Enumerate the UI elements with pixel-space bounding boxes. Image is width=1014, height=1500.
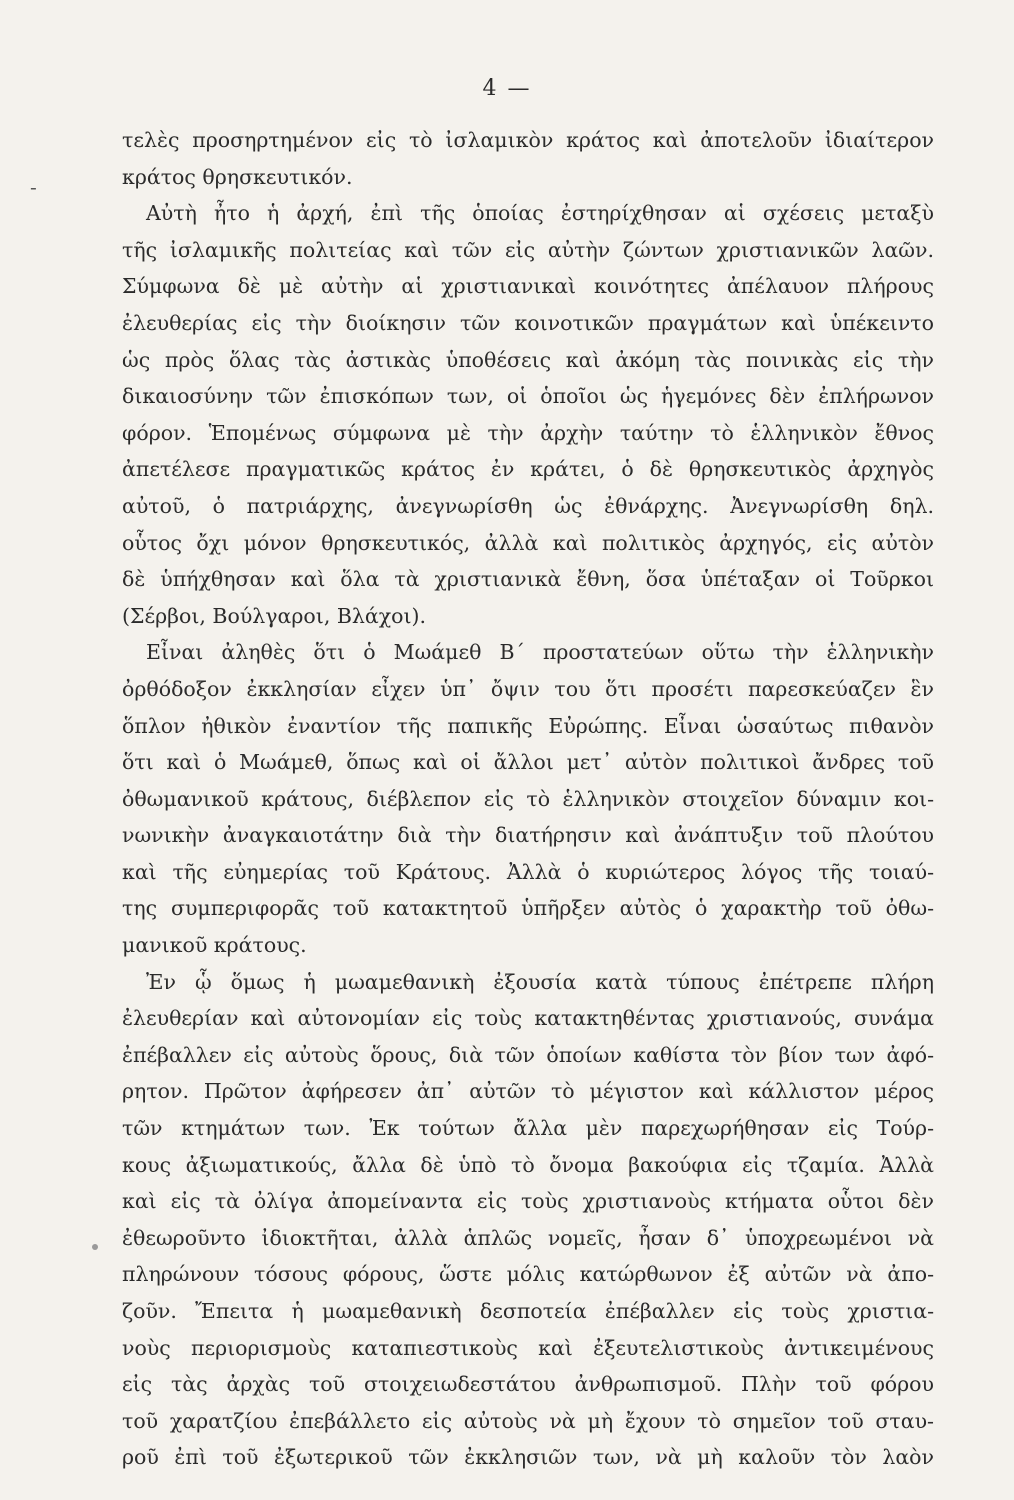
text-line: ὅπλον ἠθικὸν ἐναντίον τῆς παπικῆς Εὐρώπης. Εἶναι ὡσαύτως πιθανὸν (122, 713, 934, 738)
text-line: ἀπετέλεσε πραγματικῶς κράτος ἐν κράτει, ὁ δὲ θρησκευτικὸς ἀρχηγὸς (122, 457, 934, 482)
text-line: τοῦ χαρατζίου ἐπεβάλλετο εἰς αὐτοὺς νὰ μὴ ἔχουν τὸ σημεῖον τοῦ σταυ- (122, 1408, 934, 1433)
body-text (122, 122, 934, 1476)
text-line: κους ἀξιωματικούς, ἄλλα δὲ ὑπὸ τὸ ὄνομα βακούφια εἰς τζαμία. Ἀλλὰ (122, 1152, 934, 1177)
text-line: αὐτοῦ, ὁ πατριάρχης, ἀνεγνωρίσθη ὡς ἐθνάρχης. Ἀνεγνωρίσθη δηλ. (122, 493, 934, 518)
text-line: δικαιοσύνην τῶν ἐπισκόπων των, οἱ ὁποῖοι ὡς ἡγεμόνες δὲν ἐπλήρωνον (122, 384, 934, 409)
text-line: εἰς τὰς ἀρχὰς τοῦ στοιχειωδεστάτου ἀνθρωπισμοῦ. Πλὴν τοῦ φόρου (122, 1372, 934, 1397)
text-line: ὀρθόδοξον ἐκκλησίαν εἶχεν ὑπ᾿ ὄψιν του ὅτι προσέτι παρεσκεύαζεν ἓν (122, 676, 934, 701)
text-line: νοὺς περιορισμοὺς καταπιεστικοὺς καὶ ἐξευτελιστικοὺς ἀντικειμένους (122, 1335, 934, 1360)
text-line: καὶ εἰς τὰ ὀλίγα ἀπομείναντα εἰς τοὺς χριστιανοὺς κτήματα οὗτοι δὲν (122, 1189, 934, 1214)
text-line: μανικοῦ κράτους. (122, 933, 307, 958)
text-line: κράτος θρησκευτικόν. (122, 164, 353, 189)
text-line: Αὐτὴ ἦτο ἡ ἀρχή, ἐπὶ τῆς ὁποίας ἐστηρίχθησαν αἱ σχέσεις μεταξὺ (146, 201, 934, 226)
text-line: ἐπέβαλλεν εἰς αὐτοὺς ὅρους, διὰ τῶν ὁποίων καθίστα τὸν βίον των ἀφό- (122, 1042, 934, 1067)
text-line: ὅτι καὶ ὁ Μωάμεθ, ὅπως καὶ οἱ ἄλλοι μετ᾿ αὐτὸν πολιτικοὶ ἄνδρες τοῦ (122, 750, 934, 775)
text-line: καὶ τῆς εὐημερίας τοῦ Κράτους. Ἀλλὰ ὁ κυριώτερος λόγος τῆς τοιαύ- (122, 859, 934, 884)
text-line: ρητον. Πρῶτον ἀφήρεσεν ἀπ᾿ αὐτῶν τὸ μέγιστον καὶ κάλλιστον μέρος (122, 1079, 934, 1104)
text-line: (Σέρβοι, Βούλγαροι, Βλάχοι). (122, 603, 427, 628)
page-number: 4 — (482, 76, 532, 101)
text-line: ζοῦν. Ἔπειτα ἡ μωαμεθανικὴ δεσποτεία ἐπέβαλλεν εἰς τοὺς χριστια- (122, 1299, 934, 1323)
text-line: ροῦ ἐπὶ τοῦ ἐξωτερικοῦ τῶν ἐκκλησιῶν των, νὰ μὴ καλοῦν τὸν λαὸν (122, 1445, 934, 1470)
text-line: οὗτος ὄχι μόνον θρησκευτικός, ἀλλὰ καὶ πολιτικὸς ἀρχηγός, εἰς αὐτὸν (122, 530, 934, 555)
text-line: τελὲς προσηρτημένον εἰς τὸ ἰσλαμικὸν κράτος καὶ ἀποτελοῦν ἰδιαίτερον (122, 128, 934, 152)
paper-speck (92, 1244, 98, 1250)
text-line: της συμπεριφορᾶς τοῦ κατακτητοῦ ὑπῆρξεν αὐτὸς ὁ χαρακτὴρ τοῦ ὀθω- (122, 896, 934, 921)
text-line: τῶν κτημάτων των. Ἐκ τούτων ἄλλα μὲν παρεχωρήθησαν εἰς Τούρ- (122, 1116, 934, 1141)
text-line: φόρον. Ἑπομένως σύμφωνα μὲ τὴν ἀρχὴν ταύτην τὸ ἑλληνικὸν ἔθνος (122, 420, 934, 445)
text-line: Εἶναι ἀληθὲς ὅτι ὁ Μωάμεθ Β΄ προστατεύων οὕτω τὴν ἑλληνικὴν (146, 640, 934, 665)
text-line: νωνικὴν ἀναγκαιοτάτην διὰ τὴν διατήρησιν καὶ ἀνάπτυξιν τοῦ πλούτου (122, 823, 934, 848)
text-line: ὀθωμανικοῦ κράτους, διέβλεπον εἰς τὸ ἑλληνικὸν στοιχεῖον δύναμιν κοι- (122, 786, 934, 811)
text-line: ἐλευθερίαν καὶ αὐτονομίαν εἰς τοὺς κατακτηθέντας χριστιανούς, συνάμα (122, 1006, 934, 1031)
text-line: πληρώνουν τόσους φόρους, ὥστε μόλις κατώρθωνον ἐξ αὐτῶν νὰ ἀπο- (122, 1262, 934, 1287)
text-line: ἐθεωροῦντο ἰδιοκτῆται, ἀλλὰ ἁπλῶς νομεῖς, ἦσαν δ᾿ ὑποχρεωμένοι νὰ (122, 1225, 934, 1250)
text-line: Σύμφωνα δὲ μὲ αὐτὴν αἱ χριστιανικαὶ κοινότητες ἀπέλαυον πλήρους (122, 274, 934, 299)
text-line: ἐλευθερίας εἰς τὴν διοίκησιν τῶν κοινοτικῶν πραγμάτων καὶ ὑπέκειντο (122, 310, 934, 335)
text-line: ὡς πρὸς ὅλας τὰς ἀστικὰς ὑποθέσεις καὶ ἀκόμη τὰς ποινικὰς εἰς τὴν (122, 347, 934, 372)
text-line: Ἐν ᾧ ὅμως ἡ μωαμεθανικὴ ἐξουσία κατὰ τύπους ἐπέτρεπε πλήρη (146, 969, 934, 994)
text-line: δὲ ὑπήχθησαν καὶ ὅλα τὰ χριστιανικὰ ἔθνη, ὅσα ὑπέταξαν οἱ Τοῦρκοι (122, 567, 934, 592)
text-line: τῆς ἰσλαμικῆς πολιτείας καὶ τῶν εἰς αὐτὴν ζώντων χριστιανικῶν λαῶν. (122, 237, 934, 262)
margin-mark: - (30, 175, 37, 199)
